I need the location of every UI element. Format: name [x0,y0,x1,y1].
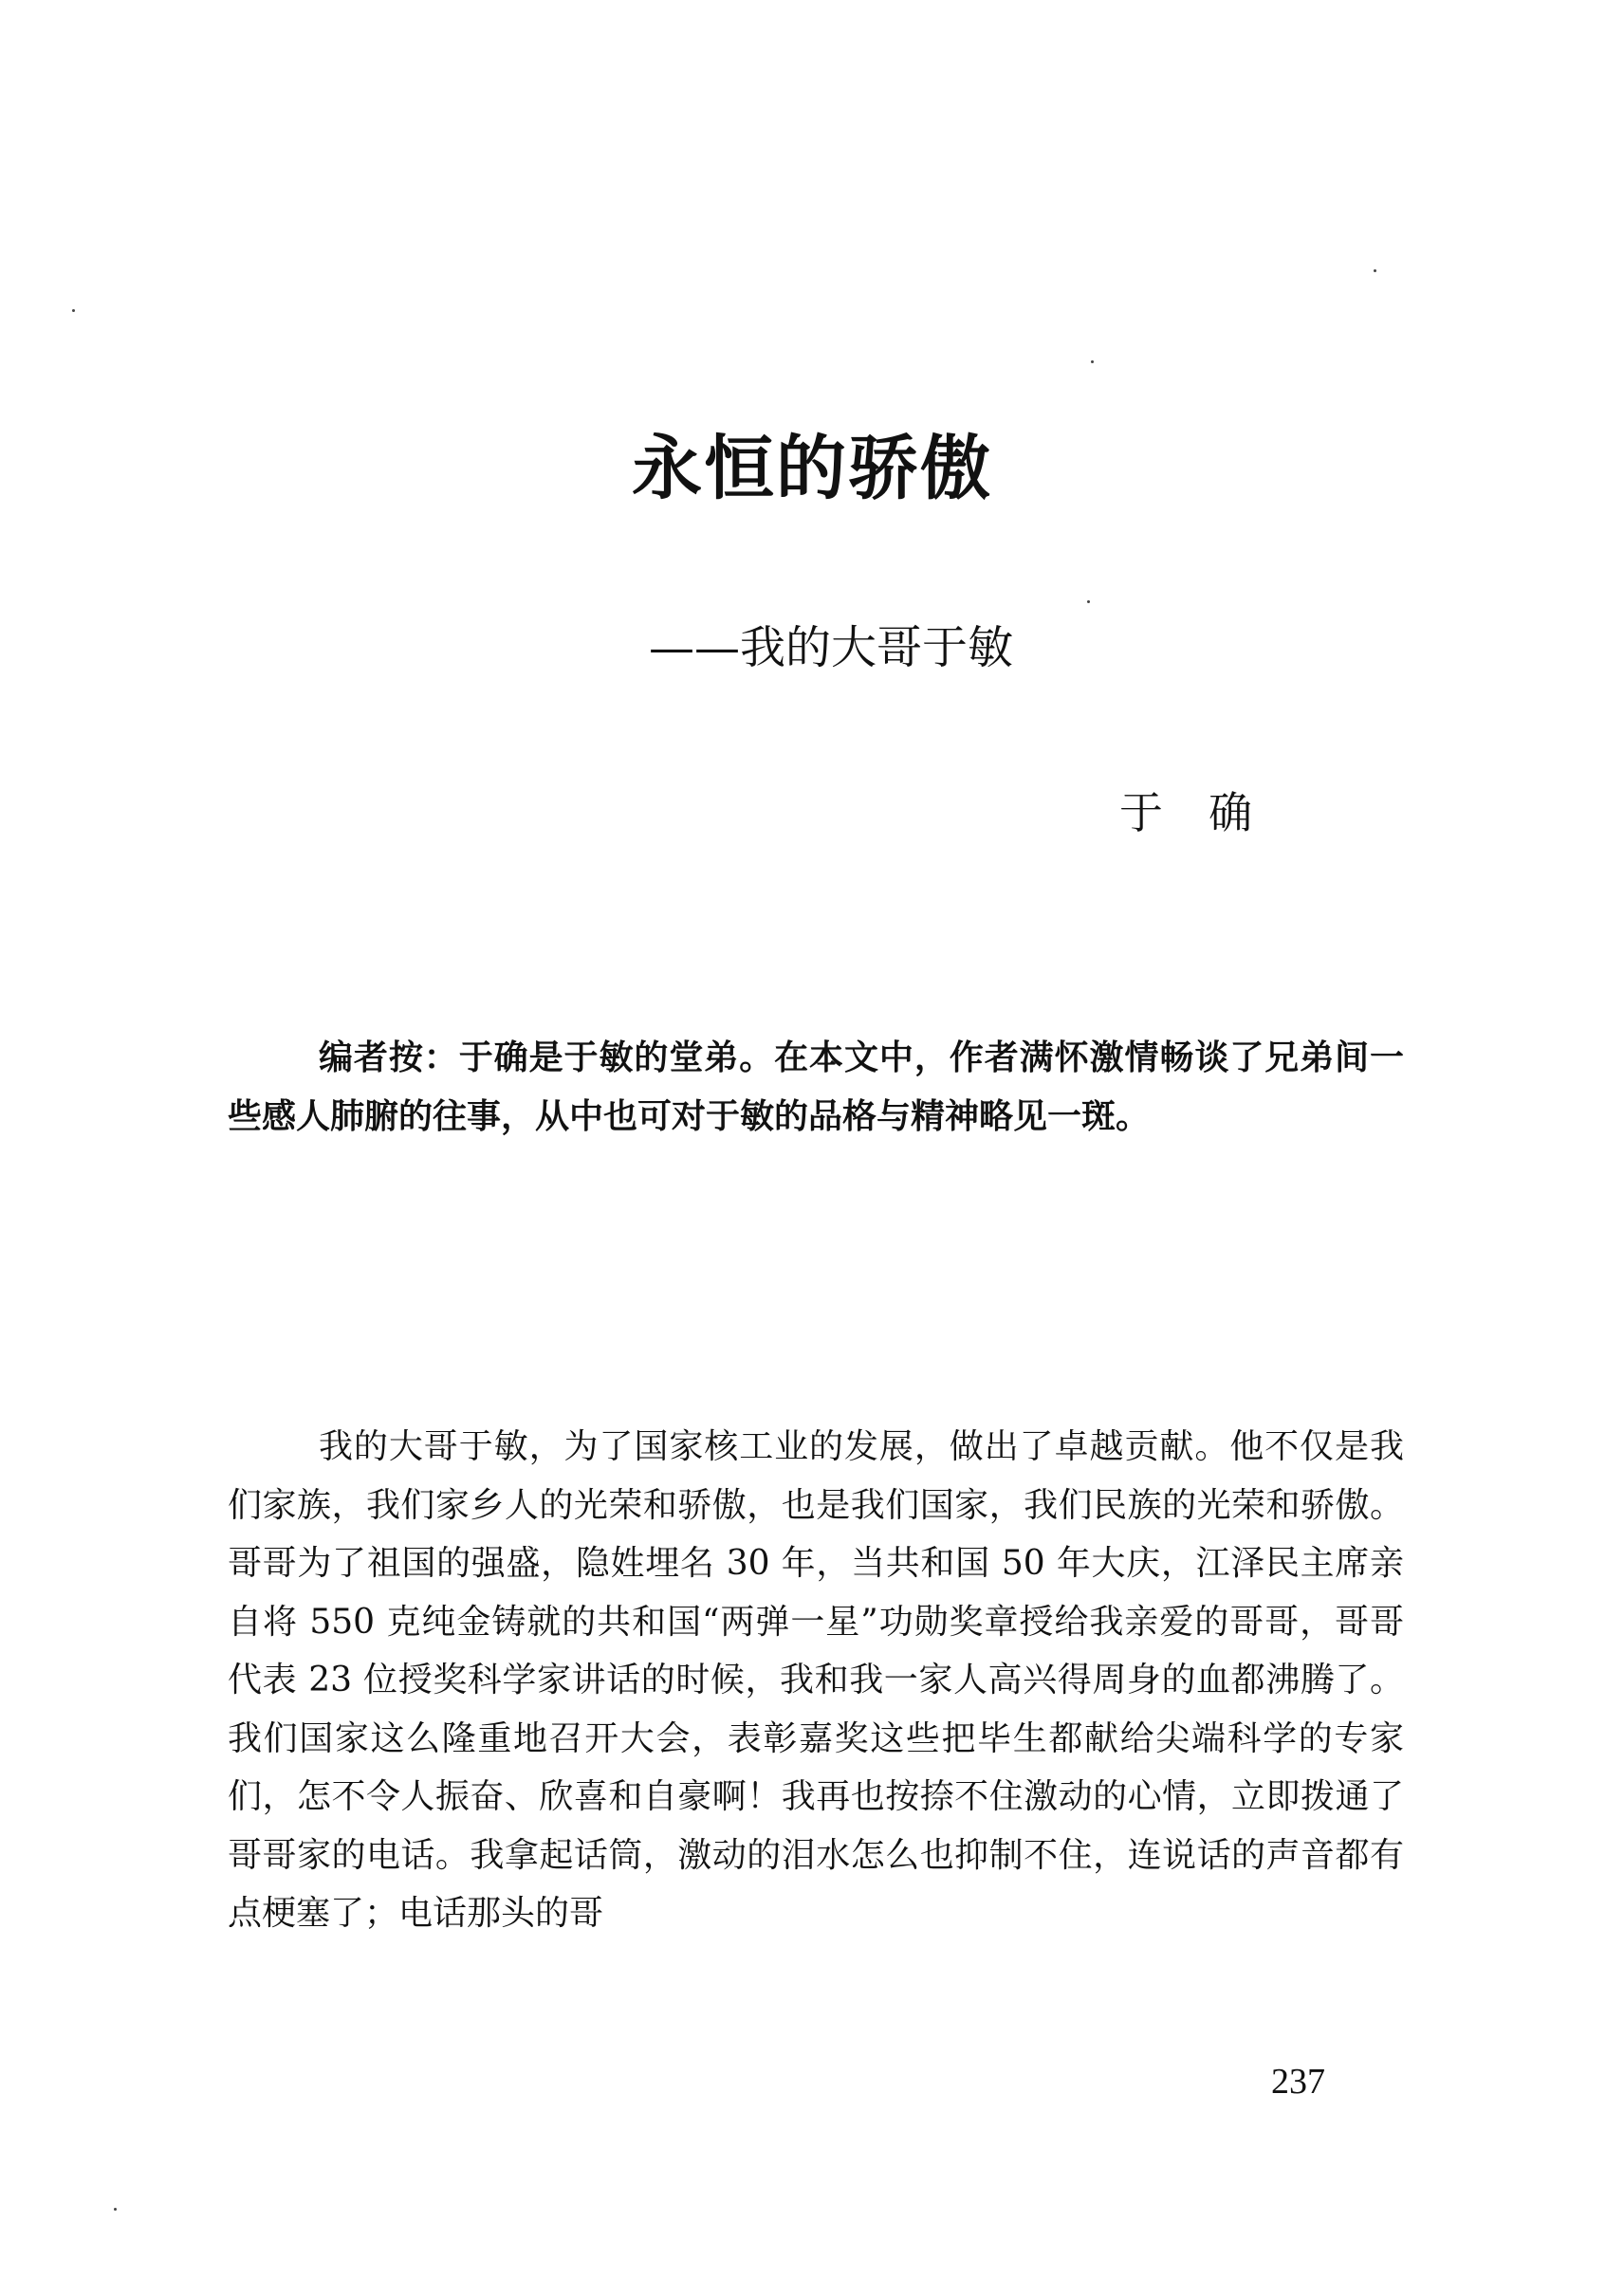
scan-speck [1091,360,1094,363]
page-number: 237 [1271,2062,1325,2102]
author-name: 于确 [1119,787,1298,838]
page-subtitle: ——我的大哥于敏 [648,621,1013,674]
page-title: 永恒的骄傲 [632,428,992,509]
body-paragraph: 我的大哥于敏，为了国家核工业的发展，做出了卓越贡献。他不仅是我们家族，我们家乡人的光荣和骄傲，也是我们国家，我们民族的光荣和骄傲。哥哥为了祖国的强盛，隐姓埋名 30 年，当共和国 50 年大庆，江泽民主席亲自将 550 克纯金铸就的共和国“两弹一星”功勋奖章授给我亲爱的哥哥，哥哥代表 23 位授奖科学家讲话的时候，我和我一家人高兴得周身的血都沸腾了。我们国家这么隆重地召开大会，表彰嘉奖这些把毕生都献给尖端科学的专家们，怎不令人振奋、欣喜和自豪啊！我再也按捺不住激动的心情，立即拨通了哥哥家的电话。我拿起话筒，激动的泪水怎么也抑制不住，连说话的声音都有点梗塞了；电话那头的哥 [228,1427,1404,1933]
scan-speck [1087,600,1090,603]
scan-speck [72,309,75,312]
scan-speck [114,2208,117,2211]
editor-note: 编者按：于确是于敏的堂弟。在本文中，作者满怀激情畅谈了兄弟间一些感人肺腑的往事，从中也可对于敏的品格与精神略见一斑。 [228,1038,1404,1136]
scan-speck [1374,269,1376,272]
